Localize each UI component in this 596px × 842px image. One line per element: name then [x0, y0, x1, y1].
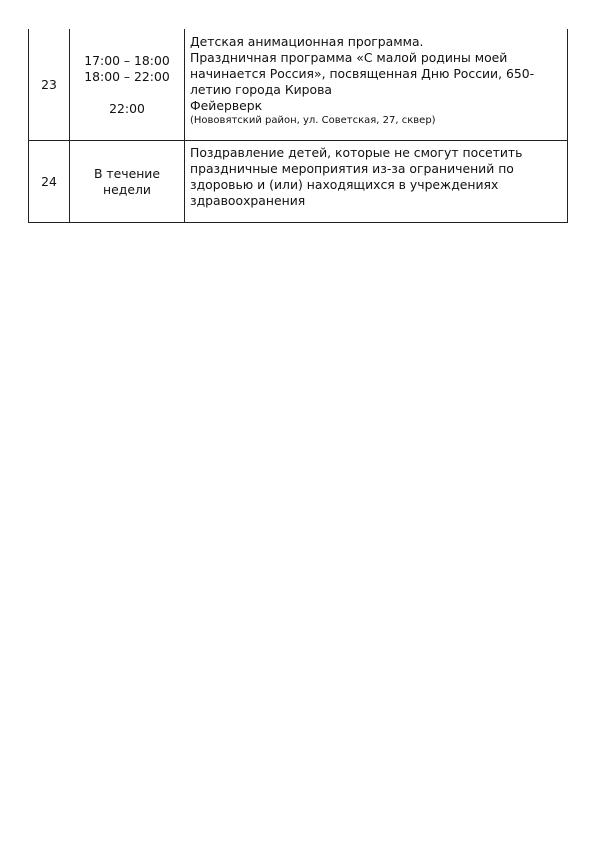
- time-cell: [70, 29, 185, 141]
- row-number-cell: [29, 141, 70, 223]
- description-line: здравоохранения: [190, 193, 306, 208]
- events-table: [28, 29, 568, 223]
- description-line: Праздничная программа «С малой родины моей: [190, 50, 508, 65]
- description-line: Поздравление детей, которые не смогут посетить: [190, 145, 523, 160]
- time-entry: В течение: [93, 165, 160, 181]
- time-cell: [70, 141, 185, 223]
- description-cell: [185, 141, 568, 223]
- description-line: Детская анимационная программа.: [190, 34, 424, 49]
- row-number-cell: [29, 29, 70, 141]
- row-number: 23: [41, 76, 57, 92]
- table-row: [29, 141, 568, 223]
- description-line: Фейерверк: [190, 98, 263, 113]
- description-line: летию города Кирова: [190, 82, 333, 97]
- time-entry: 18:00 – 22:00: [84, 68, 170, 84]
- description-line: праздничные мероприятия из-за ограничений по: [190, 161, 514, 176]
- time-entry: 22:00: [109, 100, 145, 116]
- time-entry: недели: [103, 181, 151, 197]
- event-address: (Нововятский район, ул. Советская, 27, сквер): [190, 115, 436, 126]
- time-spacer: [70, 85, 184, 101]
- table-row: [29, 29, 568, 141]
- row-number: 24: [41, 173, 57, 189]
- description-cell: [185, 29, 568, 141]
- description-line: здоровью и (или) находящихся в учреждениях: [190, 177, 499, 192]
- description-line: начинается Россия», посвященная Дню России, 650-: [190, 66, 535, 81]
- time-entry: 17:00 – 18:00: [84, 52, 170, 68]
